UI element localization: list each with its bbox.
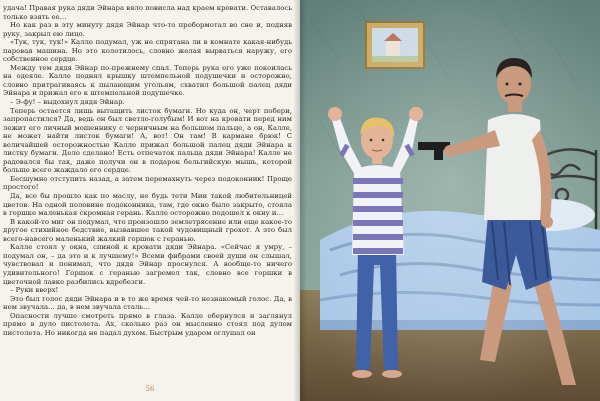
paragraph: Бесшумно отступить назад, а затем перемахнуть через подоконник! Проще простого! [3, 174, 292, 192]
paragraph: «Тук, тук, тук!» Калле подумал, уж не спрятана ли в комнате какая-нибудь паровая машина. Но это колотилось, словно желая вырваться наружу, его собственное сердце. [3, 38, 292, 64]
paragraph: Это был голос дяди Эйнара и в то же время чей-то незнакомый голос. Да, в нем звучала… да, в нем звучала сталь… [3, 294, 292, 312]
paragraph: – Э-фу! – выдохнул дядя Эйнар. [10, 98, 125, 107]
paragraph: Да, все бы прошло как по маслу, не будь тети Мии такой любительницей цветов. На одной половине подоконника, там, где окно было закрыто, стояла в горшке маленькая скромная герань. Калле осторожно подошел к окну и… [3, 192, 292, 218]
paragraph: – Руки вверх! [10, 286, 59, 295]
paragraph: Опасности лучше смотреть прямо в глаза. Калле обернулся и заглянул прямо в дуло пистолета. Ах, сколько раз он мысленно стоял под дулом пистолета. Но никогда не падал духом. Быстрым ударом оглушал он [3, 311, 292, 337]
paragraph: удача! Правая рука дяди Эйнара вяло повисла над краем кровати. Оставалось только взять ее… [3, 4, 292, 21]
illustration-page [300, 0, 600, 401]
paragraph: Теперь остается лишь вытащить листок бумаги. Но куда он, черт побери, запропастился? Да, ведь он был светло-голубым! И вот на кровати перед ним лежит его личный мошеннику с черничным на большом пальце, а он, Калле, не может найти листок бумаги! А, вот! Он там! В кармане брюк! С величайшей осторожностью Калле прижал большой палец дяди Эйнара к листку бумаги. Дело сделано! Есть отпечаток пальца дяди Эйнара! Калле не радовался бы так, даже получи он в подарок бельгийскую мышь, которой больше всего жаждало его сердце. [3, 106, 292, 175]
book-gutter-shadow [293, 0, 307, 401]
illustration [300, 0, 600, 401]
paragraph: Но как раз в эту минуту дядя Эйнар что-то пробормотал во сне и, подняв руку, закрыл ею лицо. [3, 21, 292, 38]
paragraph: Между тем дядя Эйнар по-прежнему спал. Теперь рука его уже покоилась на одеяле. Калле поднял крышку штемпельной подушечки и осторожно, словно притрагиваясь к пылающим угольям, схватил большой палец дяди Эйнара и прижал его к штемпельной подушечке. [3, 63, 292, 98]
paragraph: Калле стоял у окна, спиной к кровати дяди Эйнара. «Сейчас я умру, – подумал он, – да это и к лучшему!» Всеми фибрами своей души он слышал, чувствовал и понимал, что дядя Эйнар проснулся. А вообще-то ничего удивительного! Горшок с геранью загремел так, словно все горшки в цветочной лавке разбились вдребезги. [3, 243, 292, 286]
paragraph: В какой-то миг он подумал, что произошло землетрясение или еще какое-то другое стихийное бедствие, вызвавшее такой чудовищный грохот. А это был всего-навсего маленький жалкий горшок с геранью. [3, 217, 292, 243]
page-number: 56 [145, 385, 155, 393]
text-block [3, 4, 292, 337]
